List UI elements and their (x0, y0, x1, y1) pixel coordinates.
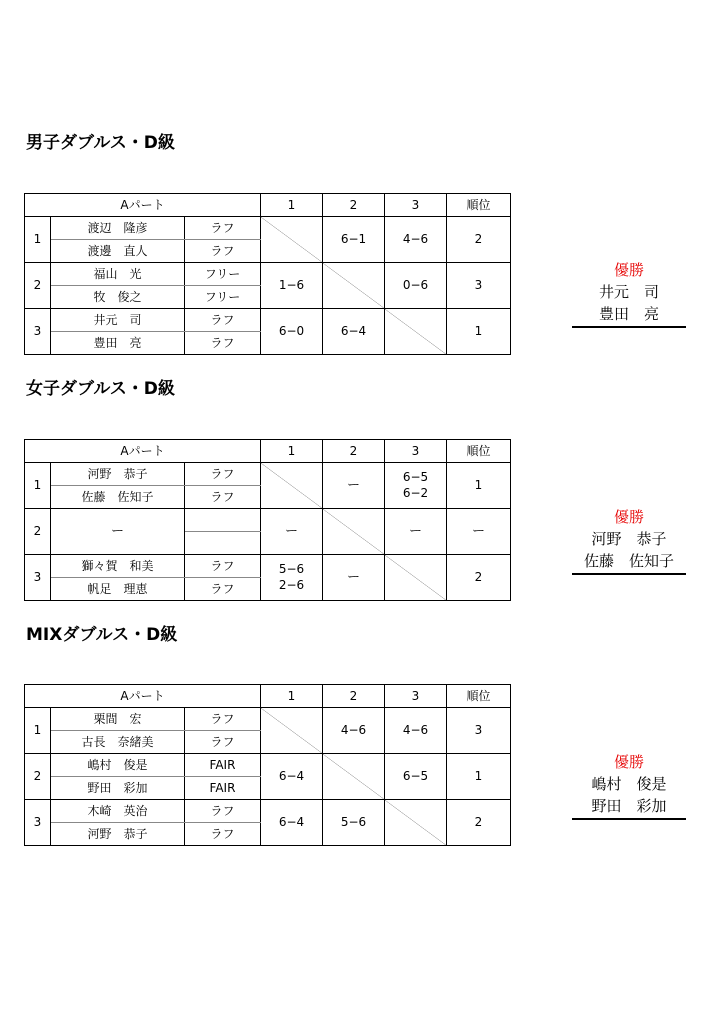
score-cell: 1−6 (261, 263, 323, 309)
table-row (25, 263, 511, 286)
header-col-1: 1 (261, 685, 323, 708)
score-cell: 5−6 (323, 800, 385, 846)
score-cell: ー (385, 509, 447, 555)
score-cell: ー (323, 555, 385, 601)
player-club: フリー (185, 286, 261, 309)
winner-box-mixed (572, 751, 686, 820)
winner-name: 井元 司 (598, 283, 659, 301)
winner-name: 佐藤 佐知子 (583, 552, 674, 570)
player-club: ラフ (185, 823, 261, 846)
table-header-row (25, 685, 511, 708)
self-match-cell (385, 309, 447, 355)
self-match-cell (261, 463, 323, 509)
player-club: ラフ (185, 486, 261, 509)
winner-box-mens (572, 259, 686, 328)
player-name: 嶋村 俊是 (51, 754, 185, 777)
score-cell (261, 555, 323, 601)
player-club: フリー (185, 263, 261, 286)
self-match-cell (385, 555, 447, 601)
score-line: 2−6 (278, 578, 305, 592)
score-cell: 6−4 (323, 309, 385, 355)
pair-number: 2 (25, 754, 51, 800)
table-row (25, 217, 511, 240)
header-rank: 順位 (447, 194, 511, 217)
table-row (25, 754, 511, 777)
player-name: ー (51, 509, 185, 555)
pair-number: 3 (25, 309, 51, 355)
table-row (25, 800, 511, 823)
winner-underline (572, 326, 686, 328)
winner-label: 優勝 (613, 508, 644, 526)
player-name: 河野 恭子 (51, 463, 185, 486)
self-match-cell (323, 754, 385, 800)
header-rank: 順位 (447, 685, 511, 708)
player-name: 井元 司 (51, 309, 185, 332)
player-name: 野田 彩加 (51, 777, 185, 800)
self-match-cell (385, 800, 447, 846)
header-rank: 順位 (447, 440, 511, 463)
self-match-cell (261, 708, 323, 754)
pair-number: 3 (25, 555, 51, 601)
rank-cell: 3 (447, 263, 511, 309)
player-club: ラフ (185, 332, 261, 355)
self-match-cell (323, 263, 385, 309)
header-col-1: 1 (261, 194, 323, 217)
player-club: ラフ (185, 463, 261, 486)
player-club: FAIR (185, 754, 261, 777)
pair-number: 2 (25, 263, 51, 309)
winner-underline (572, 573, 686, 575)
header-col-2: 2 (323, 440, 385, 463)
score-line: 5−6 (278, 562, 305, 576)
player-name: 河野 恭子 (51, 823, 185, 846)
header-col-1: 1 (261, 440, 323, 463)
player-club: ラフ (185, 240, 261, 263)
table-row (25, 555, 511, 578)
pair-number: 1 (25, 217, 51, 263)
player-club: ラフ (185, 217, 261, 240)
score-cell: 6−4 (261, 800, 323, 846)
header-col-3: 3 (385, 685, 447, 708)
table-row (25, 309, 511, 332)
player-name: 佐藤 佐知子 (51, 486, 185, 509)
table-row (25, 708, 511, 731)
pair-number: 1 (25, 463, 51, 509)
header-col-2: 2 (323, 194, 385, 217)
header-col-2: 2 (323, 685, 385, 708)
rank-cell: 1 (447, 463, 511, 509)
womens-results-table (24, 439, 511, 601)
winner-label: 優勝 (613, 753, 644, 771)
table-row (25, 509, 511, 532)
rank-cell: 3 (447, 708, 511, 754)
section-title-mens: 男子ダブルス・D級 (26, 133, 175, 153)
header-col-3: 3 (385, 440, 447, 463)
score-cell: 6−4 (261, 754, 323, 800)
pair-number: 1 (25, 708, 51, 754)
score-cell: ー (261, 509, 323, 555)
winner-underline (572, 818, 686, 820)
score-cell: 4−6 (323, 708, 385, 754)
score-cell (385, 463, 447, 509)
pair-number: 3 (25, 800, 51, 846)
table-header-row (25, 440, 511, 463)
score-cell: 4−6 (385, 708, 447, 754)
rank-cell: 2 (447, 217, 511, 263)
player-club: ラフ (185, 555, 261, 578)
header-part: Aパート (25, 440, 261, 463)
score-cell: ー (323, 463, 385, 509)
score-line: 6−2 (402, 486, 429, 500)
winner-name: 嶋村 俊是 (591, 775, 667, 793)
rank-cell: ー (447, 509, 511, 555)
section-title-womens: 女子ダブルス・D級 (26, 379, 175, 399)
player-club: ラフ (185, 578, 261, 601)
player-name: 渡邊 直人 (51, 240, 185, 263)
score-cell: 6−5 (385, 754, 447, 800)
header-part: Aパート (25, 194, 261, 217)
player-name: 獅々賀 和美 (51, 555, 185, 578)
score-line: 6−5 (402, 470, 429, 484)
score-cell: 6−0 (261, 309, 323, 355)
header-part: Aパート (25, 685, 261, 708)
mixed-results-table (24, 684, 511, 846)
rank-cell: 2 (447, 800, 511, 846)
player-club: ラフ (185, 800, 261, 823)
pair-number: 2 (25, 509, 51, 555)
winner-box-womens (572, 506, 686, 575)
player-club: ラフ (185, 708, 261, 731)
player-club (185, 509, 261, 532)
rank-cell: 2 (447, 555, 511, 601)
player-club: ラフ (185, 309, 261, 332)
player-name: 豊田 亮 (51, 332, 185, 355)
score-cell: 0−6 (385, 263, 447, 309)
header-col-3: 3 (385, 194, 447, 217)
table-row (25, 463, 511, 486)
winner-name: 河野 恭子 (591, 530, 667, 548)
player-name: 古長 奈緒美 (51, 731, 185, 754)
score-cell: 4−6 (385, 217, 447, 263)
player-name: 栗間 宏 (51, 708, 185, 731)
player-name: 渡辺 隆彦 (51, 217, 185, 240)
player-name: 木崎 英治 (51, 800, 185, 823)
winner-label: 優勝 (613, 261, 644, 279)
player-name: 牧 俊之 (51, 286, 185, 309)
player-club: ラフ (185, 731, 261, 754)
self-match-cell (323, 509, 385, 555)
rank-cell: 1 (447, 309, 511, 355)
self-match-cell (261, 217, 323, 263)
section-title-mixed: MIXダブルス・D級 (26, 625, 178, 645)
rank-cell: 1 (447, 754, 511, 800)
player-club: FAIR (185, 777, 261, 800)
mens-results-table (24, 193, 511, 355)
score-cell: 6−1 (323, 217, 385, 263)
player-name: 福山 光 (51, 263, 185, 286)
table-header-row (25, 194, 511, 217)
player-club (185, 532, 261, 555)
winner-name: 豊田 亮 (598, 305, 659, 323)
player-name: 帆足 理恵 (51, 578, 185, 601)
winner-name: 野田 彩加 (591, 797, 667, 815)
